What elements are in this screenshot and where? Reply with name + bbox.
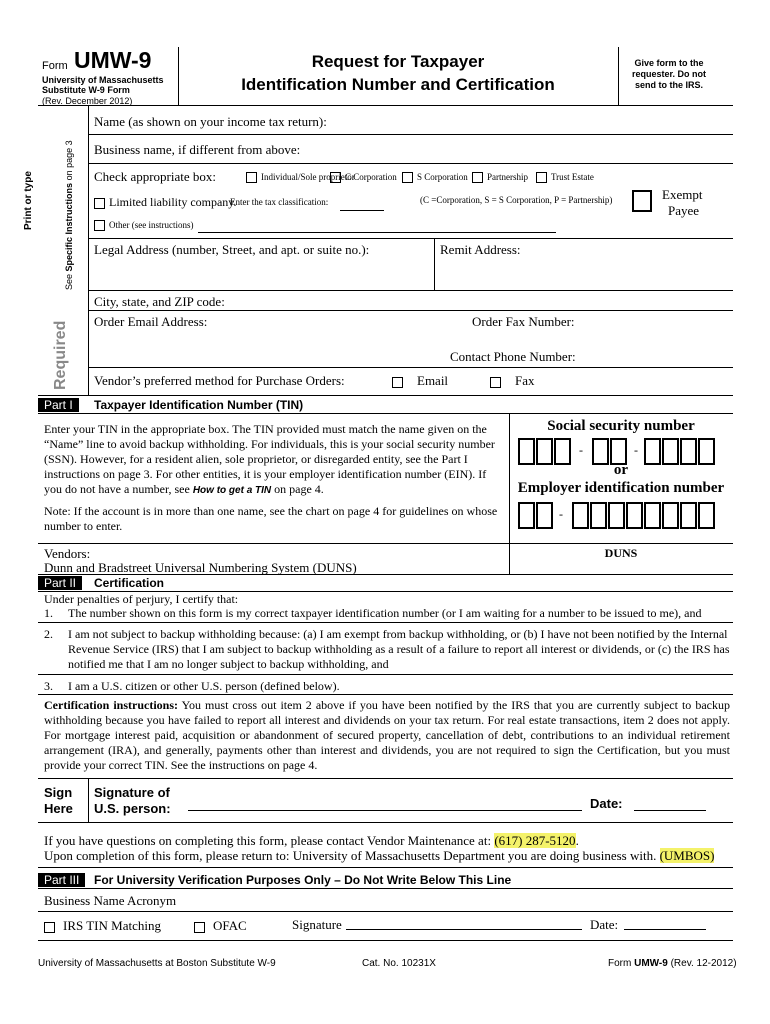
address-field[interactable]	[88, 290, 733, 291]
exempt-line2: Payee	[668, 203, 700, 218]
order-fax-label: Order Fax Number:	[472, 314, 575, 329]
sign-date-field[interactable]	[634, 810, 706, 811]
contact-line1: If you have questions on completing this form, please contact Vendor Maintenance at: (617) 287-5120.	[44, 833, 579, 848]
contact-phone-label: Contact Phone Number:	[450, 349, 576, 364]
checkbox[interactable]	[94, 220, 105, 231]
item1-text: The number shown on this form is my correct taxpayer identification number (or I am waiting for a number to be issued to me), and	[68, 606, 702, 620]
duns-label: DUNS	[604, 546, 638, 560]
side-print-type: Print or type	[23, 171, 34, 230]
checkbox[interactable]	[490, 377, 501, 388]
org-line: University of Massachusetts	[42, 75, 164, 85]
title-line2: Identification Number and Certification	[241, 75, 555, 94]
checkbox[interactable]	[246, 172, 257, 183]
exempt-line1: Exempt	[662, 187, 703, 202]
sub-line: Substitute W-9 Form	[42, 85, 130, 95]
checkbox[interactable]	[402, 172, 413, 183]
cert-instructions: Certification instructions: You must cross out item 2 above if you have been notified by the IRS that you are currently subject to backup withholding because you have failed to report all interest and dividends on your tax return. For real estate transactions, item 2 does not apply. For mortgage interest paid, acquisition or abandonment of secured property, cancellation of debt, contributions to an individual retirement arrangement (IRA), and generally, payments other than interest and dividends, you are not required to sign the Certification, but you must provide your correct TIN. See the instructions on page 4.	[44, 698, 730, 772]
part2-label: Part II	[38, 576, 82, 590]
give-form-note: Give form to the requester. Do not send to the IRS.	[631, 58, 706, 90]
pref-email[interactable]: Email	[392, 373, 448, 388]
footer-cat: Cat. No. 10231X	[362, 958, 436, 969]
name-label: Name (as shown on your income tax return):	[94, 114, 327, 129]
item2-num: 2.	[44, 627, 53, 641]
checkbox[interactable]	[194, 922, 205, 933]
opt-llc[interactable]: Limited liability company.	[94, 195, 237, 209]
part3-signature-field[interactable]	[346, 929, 582, 930]
item1-num: 1.	[44, 606, 53, 620]
opt-partnership[interactable]: Partnership	[472, 172, 528, 183]
vendor-pref-label: Vendor’s preferred method for Purchase Orders:	[94, 373, 345, 388]
legal-address-label: Legal Address (number, Street, and apt. or suite no.):	[94, 242, 370, 257]
signature-label: Signature of U.S. person:	[94, 785, 171, 816]
item3-text: I am a U.S. citizen or other U.S. person (defined below).	[68, 679, 340, 693]
duns-text: Dunn and Bradstreet Universal Numbering System (DUNS)	[44, 560, 357, 575]
business-name-field[interactable]	[88, 163, 733, 164]
opt-individual[interactable]: Individual/Sole proprietor	[246, 172, 355, 183]
checkbox[interactable]	[44, 922, 55, 933]
signature-field[interactable]	[188, 810, 582, 811]
ssn-title: Social security number	[547, 418, 695, 434]
cert-intro: Under penalties of perjury, I certify that:	[44, 592, 239, 606]
city-state-zip-label: City, state, and ZIP code:	[94, 294, 225, 309]
opt-other[interactable]: Other (see instructions)	[94, 220, 193, 231]
other-field[interactable]	[198, 232, 556, 233]
contact-line2: Upon completion of this form, please return to: University of Massachusetts Department you are doing business with. (UMBOS)	[44, 848, 715, 863]
check-box-label: Check appropriate box:	[94, 169, 217, 184]
rev-line: (Rev. December 2012)	[42, 96, 133, 106]
part2-title: Certification	[94, 576, 165, 590]
vendor-phone: (617) 287-5120	[494, 833, 576, 848]
remit-address-label: Remit Address:	[440, 242, 521, 257]
business-name-label: Business name, if different from above:	[94, 142, 301, 157]
item2-text: I am not subject to backup withholding because: (a) I am exempt from backup withholding, or (b) I have not been notified by the Internal Revenue Service (IRS) that I am subject to backup withholding as a result of a failure to report all interest or dividends, or (c) the IRS has notified me that I am no longer subject to backup withholding, and	[68, 627, 730, 671]
acronym-label: Business Name Acronym	[44, 893, 177, 908]
part1-paragraph: Enter your TIN in the appropriate box. The TIN provided must match the name given on the “Name” line to avoid backup withholding. For individuals, this is your social security number (SSN). However, for a resident alien, sole proprietor, or disregarded entity, see the Part I instructions on page 3. For other entities, it is your employer identification number (EIN). If you do not have a number, see How to get a TIN on page 4.	[44, 422, 495, 496]
irs-tin-matching[interactable]: IRS TIN Matching	[44, 918, 161, 933]
vendors-label: Vendors:	[44, 546, 91, 561]
llc-enter-label: Enter the tax classification:	[230, 197, 329, 207]
ein-title: Employer identification number	[517, 480, 725, 496]
order-email-label: Order Email Address:	[94, 314, 208, 329]
pref-fax[interactable]: Fax	[490, 373, 535, 388]
checkbox[interactable]	[472, 172, 483, 183]
department-code: (UMBOS)	[659, 848, 715, 863]
checkbox[interactable]	[94, 198, 105, 209]
llc-codes: (C =Corporation, S = S Corporation, P = Partnership)	[420, 195, 613, 205]
item3-num: 3.	[44, 679, 53, 693]
part3-date-field[interactable]	[624, 929, 706, 930]
form-name: UMW-9	[74, 47, 152, 73]
sign-here: Sign Here	[44, 785, 73, 816]
sign-date-label: Date:	[590, 796, 623, 811]
title-line1: Request for Taxpayer	[311, 52, 485, 71]
email-fax-field[interactable]	[88, 367, 733, 368]
llc-classification-field[interactable]	[340, 210, 384, 211]
footer-right: Form UMW-9 (Rev. 12-2012)	[608, 958, 737, 969]
checkbox[interactable]	[392, 377, 403, 388]
part3-date-label: Date:	[590, 917, 619, 932]
part3-signature-label: Signature	[292, 917, 342, 932]
side-required: Required	[52, 320, 69, 390]
part3-label: Part III	[38, 873, 85, 887]
opt-trust[interactable]: Trust Estate	[536, 172, 594, 183]
name-field[interactable]	[88, 134, 733, 135]
or-label: or	[613, 462, 629, 478]
side-specific-instructions: See Specific Instructions on page 3	[64, 140, 74, 290]
part1-title: Taxpayer Identification Number (TIN)	[94, 398, 304, 412]
footer-left: University of Massachusetts at Boston Substitute W-9	[38, 958, 276, 969]
part3-title: For University Verification Purposes Only – Do Not Write Below This Line	[94, 873, 512, 887]
checkbox[interactable]	[330, 172, 341, 183]
city-field[interactable]	[88, 310, 733, 311]
opt-ccorp[interactable]: C Corporation	[330, 172, 397, 183]
ofac[interactable]: OFAC	[194, 918, 247, 933]
part1-note: Note: If the account is in more than one name, see the chart on page 4 for guidelines on whose number to enter.	[44, 504, 498, 533]
part1-label: Part I	[38, 398, 79, 412]
opt-scorp[interactable]: S Corporation	[402, 172, 468, 183]
checkbox[interactable]	[536, 172, 547, 183]
form-label: Form	[42, 60, 68, 72]
exempt-payee-checkbox[interactable]	[632, 190, 652, 212]
